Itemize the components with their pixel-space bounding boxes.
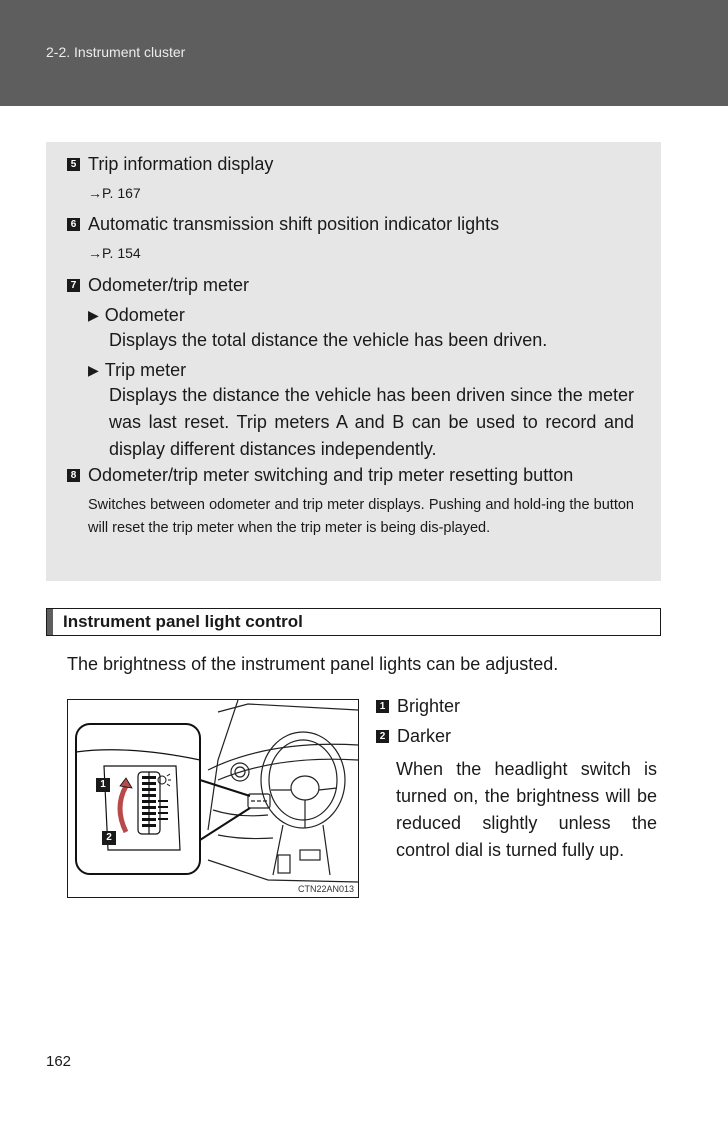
item-number-badge: 6 [67, 218, 80, 231]
item-title: Automatic transmission shift position indicator lights [88, 214, 500, 234]
list-item [67, 465, 573, 486]
item-title: Trip information display [88, 154, 274, 174]
page-reference: →P. 167 [88, 185, 141, 201]
figure-label-2: 2 [102, 831, 116, 845]
sub-item-title: Trip meter [104, 360, 187, 380]
triangle-bullet-icon: ▶ [88, 307, 99, 323]
page-number: 162 [46, 1053, 72, 1070]
sub-item-description: Displays the distance the vehicle has been driven since the meter was last reset. Trip meters A and B can be used to record and display different distances independently. [109, 385, 634, 459]
list-item [67, 214, 499, 235]
item-number-badge: 5 [67, 158, 80, 171]
legend-description: When the headlight switch is turned on, the brightness will be reduced slightly unless the control dial is turned fully up. [396, 759, 657, 860]
sub-item-title: Odometer [104, 305, 185, 325]
sub-item-description: Displays the total distance the vehicle has been driven. [109, 330, 548, 350]
sub-item [88, 305, 185, 326]
item-number-badge: 7 [67, 279, 80, 292]
section-intro: The brightness of the instrument panel lights can be adjusted. [67, 654, 559, 674]
item-title: Odometer/trip meter [88, 275, 250, 295]
list-item [67, 275, 249, 296]
dashboard-illustration [67, 699, 359, 898]
item-number-badge: 8 [67, 469, 80, 482]
section-heading-bar [46, 608, 661, 636]
legend-label: Brighter [397, 696, 461, 716]
legend-number-badge: 2 [376, 730, 389, 743]
section-accent [47, 609, 53, 635]
figure-label-1: 1 [96, 778, 110, 792]
sub-item [88, 360, 186, 381]
figure-code: CTN22AN013 [297, 884, 354, 894]
triangle-bullet-icon: ▶ [88, 362, 99, 378]
dashboard-drawing [68, 700, 358, 897]
legend-item [376, 726, 451, 747]
list-item [67, 154, 273, 175]
page-reference: →P. 154 [88, 245, 141, 261]
legend-label: Darker [397, 726, 452, 746]
section-header: 2-2. Instrument cluster [46, 44, 186, 60]
legend-number-badge: 1 [376, 700, 389, 713]
item-title: Odometer/trip meter switching and trip meter resetting button [88, 465, 574, 485]
item-description: Switches between odometer and trip meter displays. Pushing and hold-ing the button will reset the trip meter when the trip meter is being dis-played. [88, 497, 634, 536]
page-header [0, 0, 728, 106]
legend-item [376, 696, 460, 717]
section-title: Instrument panel light control [63, 612, 303, 631]
